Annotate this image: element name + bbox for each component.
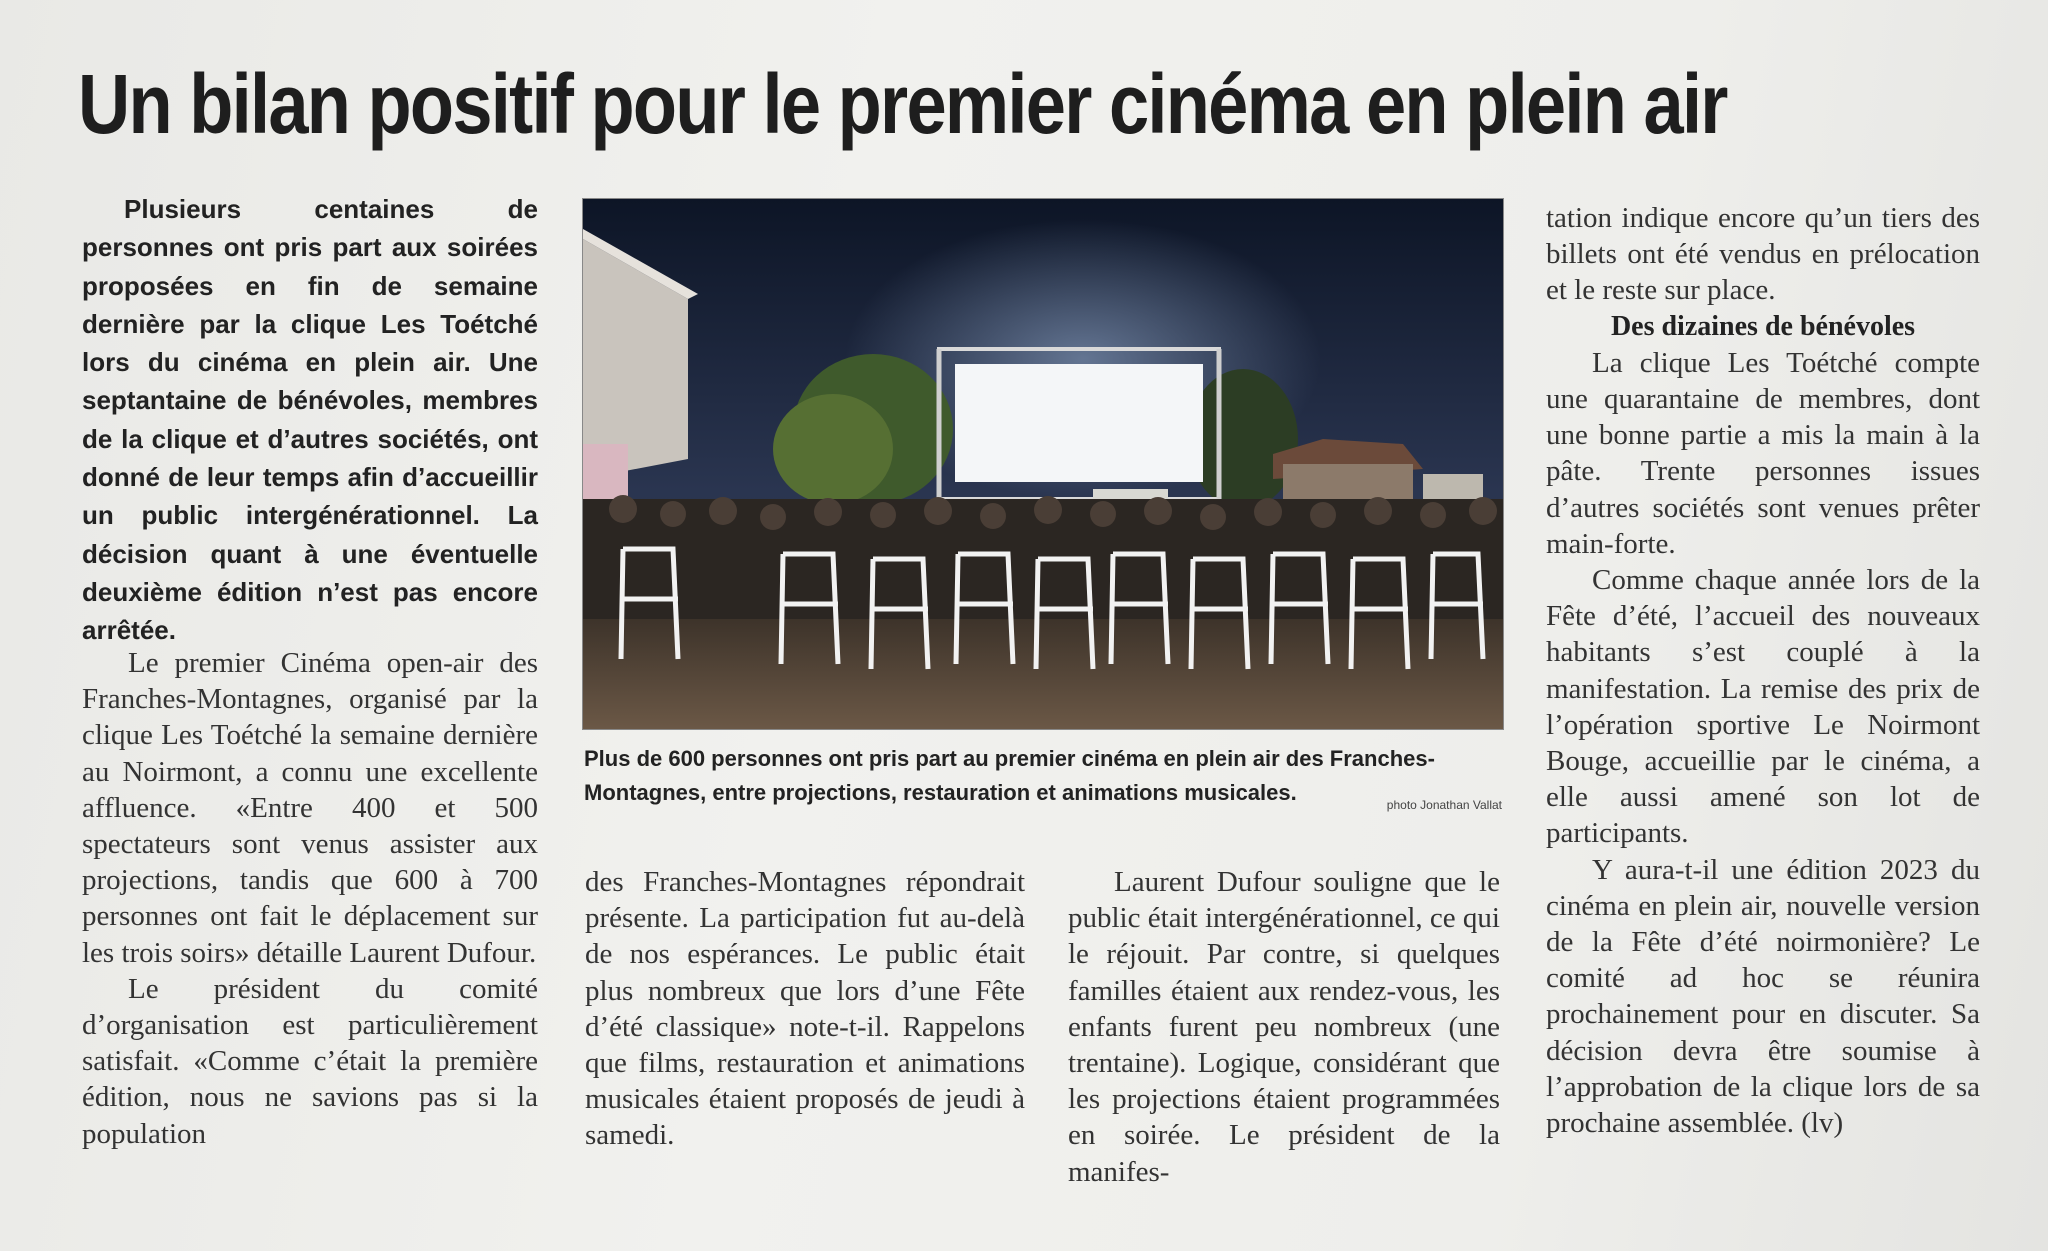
article-lead: Plusieurs centaines de personnes ont pris part aux soirées proposées en fin de semaine dernière par la clique Les Toétché lors du cinéma en plein air. Une septantaine de bénévoles, membres de la clique et d’autres sociétés, ont donné de leur temps afin d’accueillir un public intergénérationnel. La décision quant à une éventuelle deuxième édition n’est pas encore arrêtée.	[82, 194, 538, 646]
article-column-1	[82, 645, 538, 1152]
photo-caption-text: Plus de 600 personnes ont pris part au premier cinéma en plein air des Franches-Montagnes, entre projections, restauration et animations musicales.	[584, 746, 1435, 805]
column-4-paragraph-3: Comme chaque année lors de la Fête d’été, l’accueil des nouveaux habitants s’est couplé à la manifestation. La remise des prix de l’opération sportive Le Noirmont Bouge, accueillie par le cinéma, a elle aussi amené son lot de participants.	[1546, 564, 1980, 850]
column-4-paragraph-2: La clique Les Toétché compte une quarantaine de membres, dont une bonne partie a mis la main à la pâte. Trente personnes issues d’autres sociétés sont venues prêter main-forte.	[1546, 346, 1980, 560]
article-headline: Un bilan positif pour le premier cinéma en plein air	[78, 57, 1727, 151]
column-3-paragraph-1: Laurent Dufour souligne que le public était intergénérationnel, ce qui le réjouit. Par contre, si quelques familles étaient aux rendez-vous, les enfants furent peu nombreux (une trentaine). Logique, considérant que les projections étaient programmées en soirée. Le président de la manifes-	[1068, 866, 1500, 1188]
photo-credit: photo Jonathan Vallat	[1386, 798, 1502, 812]
photo-caption	[584, 742, 1502, 822]
column-1-paragraph-2: Le président du comité d’organisation est particulièrement satisfait. «Comme c’était la première édition, nous ne savions pas si la population	[82, 972, 538, 1150]
open-air-cinema-photo	[583, 199, 1503, 729]
column-2-paragraph-1: des Franches-Montagnes répondrait présente. La participation fut au-delà de nos espérances. Le public était plus nombreux que lors d’une Fête d’été classique» note-t-il. Rappelons que films, restauration et animations musicales étaient proposés de jeudi à samedi.	[585, 866, 1025, 1152]
article-column-4	[1546, 200, 1980, 1141]
section-subheading: Des dizaines de bénévoles	[1610, 310, 1916, 342]
article-photo	[582, 198, 1504, 730]
column-1-paragraph-1: Le premier Cinéma open-air des Franches-Montagnes, organisé par la clique Les Toétché la semaine dernière au Noirmont, a connu une excellente affluence. «Entre 400 et 500 spectateurs sont venus assister aux projections, tandis que 600 à 700 personnes ont fait le déplacement sur les trois soirs» détaille Laurent Dufour.	[82, 647, 538, 969]
column-4-paragraph-4: Y aura-t-il une édition 2023 du cinéma en plein air, nouvelle version de la Fête d’été noirmonière? Le comité ad hoc se réunira prochainement pour en discuter. Sa décision devra être soumise à l’approbation de la clique lors de sa prochaine assemblée. (lv)	[1546, 853, 1980, 1140]
article-column-3	[1068, 864, 1500, 1190]
article-column-2	[585, 864, 1025, 1154]
column-4-paragraph-1: tation indique encore qu’un tiers des billets ont été vendus en prélocation et le reste sur place.	[1546, 202, 1980, 307]
